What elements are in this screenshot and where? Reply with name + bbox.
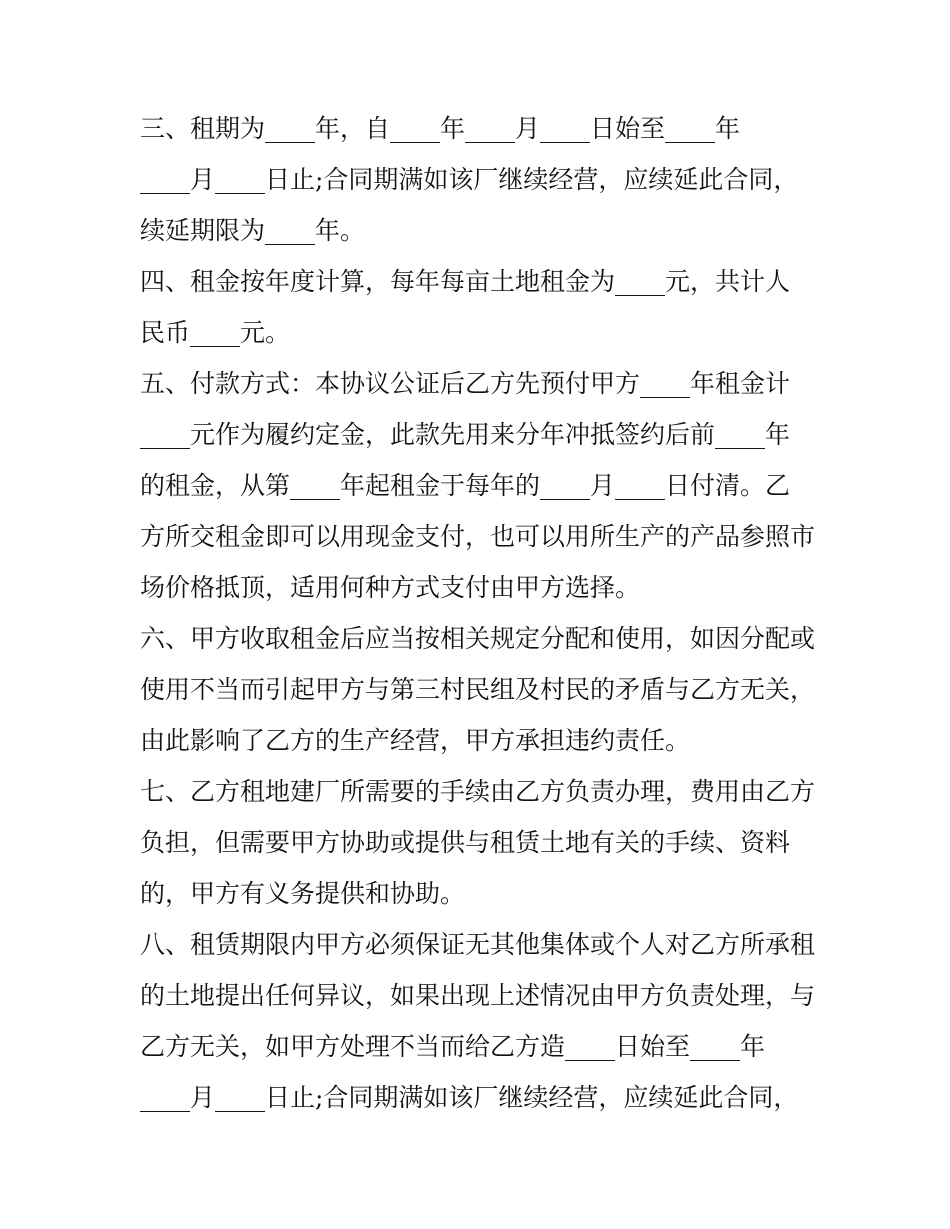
text-line: ____月____日止;合同期满如该厂继续经营，应续延此合同，: [140, 1083, 799, 1112]
text-line: 的租金，从第____年起租金于每年的____月____日付清。乙: [140, 471, 791, 500]
text-line: 六、甲方收取租金后应当按相关规定分配和使用，如因分配或: [140, 624, 816, 653]
text-line: 八、租赁期限内甲方必须保证无其他集体或个人对乙方所承租: [140, 930, 816, 959]
text-line: ____月____日止;合同期满如该厂继续经营，应续延此合同，: [140, 165, 799, 194]
text-line: 续延期限为____年。: [140, 216, 366, 245]
document-body: [140, 103, 840, 1123]
text-line: 乙方无关，如甲方处理不当而给乙方造____日始至____年: [140, 1032, 766, 1061]
text-line: 五、付款方式：本协议公证后乙方先预付甲方____年租金计: [140, 369, 791, 398]
text-line: 负担，但需要甲方协助或提供与租赁土地有关的手续、资料: [140, 828, 791, 857]
text-line: ____元作为履约定金，此款先用来分年冲抵签约后前____年: [140, 420, 791, 449]
text-line: 七、乙方租地建厂所需要的手续由乙方负责办理，费用由乙方: [140, 777, 816, 806]
text-line: 四、租金按年度计算，每年每亩土地租金为____元，共计人: [140, 267, 791, 296]
text-line: 三、租期为____年，自____年____月____日始至____年: [140, 114, 741, 143]
text-line: 的土地提出任何异议，如果出现上述情况由甲方负责处理，与: [140, 981, 816, 1010]
text-line: 的，甲方有义务提供和协助。: [140, 879, 466, 908]
text-line: 由此影响了乙方的生产经营，甲方承担违约责任。: [140, 726, 691, 755]
text-line: 场价格抵顶，适用何种方式支付由甲方选择。: [140, 573, 641, 602]
text-line: 民币____元。: [140, 318, 291, 347]
text-line: 方所交租金即可以用现金支付，也可以用所生产的产品参照市: [140, 522, 816, 551]
text-line: 使用不当而引起甲方与第三村民组及村民的矛盾与乙方无关，: [140, 675, 816, 704]
